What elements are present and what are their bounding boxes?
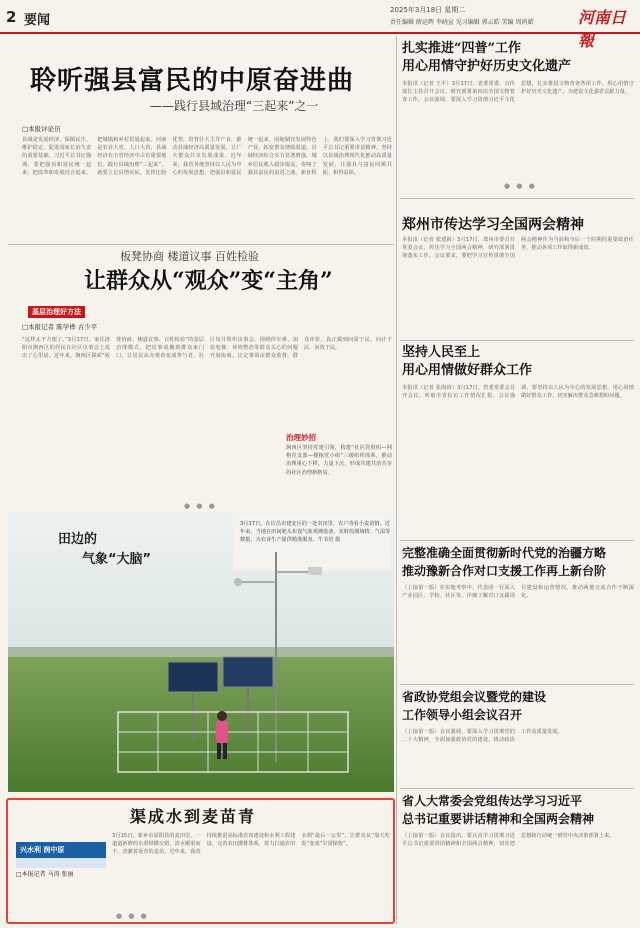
right-divider-4 [400,684,634,685]
right-story3-headline-line1: 坚持人民至上 [402,345,481,360]
editor-credits: 责任编辑 薛运辉 李晓宣 见习编辑 郭云皓 美编 周鸿斌 [390,19,534,26]
right-story5-headline-line2: 工作领导小组会议召开 [402,708,523,722]
right-divider-2 [400,340,634,341]
box-body: 3月15日，新乡市原阳县的麦田里，一道道新修的水渠纵横交错，清水顺渠而下，浇灌着返青的麦苗。近年来，我省持续推进高标准农田建设和水利工程建设，完善农田灌排体系，着力打通农田水利“最后一公里”，让群众从“靠天吃饭”变成“旱涝保收”。 [112,833,390,856]
right-story5-headline[interactable] [402,688,546,724]
right-story1-headline-line2: 用心用情守护好历史文化遗产 [402,59,572,74]
story2-headline[interactable]: 让群众从“观众”变“主角” [84,268,333,294]
right-story4-body: （上接第一版）在实地考察中，代表团一行深入产业园区、学校、社区等，详细了解对口支援项目建设和运营情况，推动两地交流合作不断深化。 [402,585,634,600]
photo-description: 3月17日，在许昌市建安区的一处农田里，农户查看小麦苗情。近年来，当地在田间地头布设气象观测设备，实时监测墒情、气温等数据，为农业生产提供精准服务。牛书培 摄 [240,521,391,543]
story2-body: “这样太不方便了。”3月17日，家住洛阳市涧西区的居民在社区议事会上说出了心里话。近年来，涧西区探索“板凳协商、楼道议事、百姓检验”的基层治理模式，把议事桌搬到群众家门口，让居民从旁观者变成参与者。社区每月组织议事会，围绕停车难、加装电梯、环境整治等群众关心的问题开展协商，议定事项由群众监督、群众评价，真正做到问需于民、问计于民、问效于民。 [22,337,392,360]
right-story2-body: 本报讯（记者 张建新）3月17日，郑州市委召开常委会议，传达学习全国两会精神，研究部署贯彻落实工作。会议要求，要把学习宣传贯彻全国两会精神作为当前和今后一个时期的重要政治任务，推动各项工作取得新成效。 [402,237,634,260]
box-tag: 兴水利 润中原 [16,842,106,858]
section-divider [8,244,394,245]
right-divider-1 [400,198,634,199]
right-story6-headline[interactable] [402,792,594,828]
highlight-body: 涧西区坚持党建引领，构建“社区党组织—网格党支部—楼栋党小组”三级组织体系，推动治理重心下移、力量下沉，形成共建共治共享的社区治理新格局。 [286,445,392,476]
right-story6-body: （上接第一版）会议指出，要认真学习贯彻习近平总书记重要讲话精神和全国两会精神，切实把思想和行动统一到党中央决策部署上来。 [402,833,615,848]
right-story5-body: （上接第一版）会议强调，要深入学习贯彻党的二十大精神，全面加强政协党的建设，推动政协工作高质量发展。 [402,729,563,744]
lead-headline[interactable]: 聆听强县富民的中原奋进曲 [30,66,355,96]
box-byline: □本报记者 马涛 张丽 [16,871,74,878]
page-number: 2 [6,8,17,26]
right-story1-headline-line1: 扎实推进“四普”工作 [402,41,521,56]
right-story6-headline-line1: 省人大常委会党组传达学习习近平 [402,794,583,808]
issue-date: 2025年3月18日 星期二 [390,6,466,14]
story2-tag: 基层治理好方法 [28,306,85,318]
box-carousel-dots[interactable]: ● ● ● [116,912,149,920]
right-story1-body: 本报讯（记者 王平）3月17日，省委常委、宣传部长主持召开会议，研究部署第四次全国文物普查工作。会议强调，要深入学习贯彻习近平文化思想，扎实推进文物普查各项工作，用心用情守护好历史文化遗产，为建设文化强省贡献力量。 [402,81,634,104]
right-story2-headline[interactable]: 郑州市传达学习全国两会精神 [402,217,584,233]
right-story3-headline-line2: 用心用情做好群众工作 [402,363,533,378]
newspaper-logo: 河南日報 [578,8,627,50]
section-name: 要闻 [24,13,51,28]
right-story1-headline[interactable] [402,40,571,76]
box-headline[interactable]: 渠成水到麦苗青 [130,807,257,826]
right-dots-1[interactable]: ● ● ● [504,182,537,190]
lead-subheadline: ——践行县域治理“三起来”之一 [150,99,319,113]
lead-byline: □本报评论员 [22,125,61,133]
right-divider-5 [400,788,634,789]
right-story4-headline[interactable] [402,544,606,580]
highlight-tag: 治理妙招 [286,433,316,442]
box-tag-underlay [16,858,106,868]
story2-byline: □本报记者 陈学桦 古少平 [22,323,98,331]
story2-kicker: 板凳协商 楼道议事 百姓检验 [120,250,259,263]
right-story5-headline-line1: 省政协党组会议暨党的建设 [402,690,547,704]
photo-caption-line1: 田边的 [58,532,98,547]
right-story3-headline[interactable] [402,344,532,380]
photo-caption [58,530,151,570]
photo-caption-line2: 气象“大脑” [82,552,152,567]
carousel-dots[interactable]: ● ● ● [184,502,217,510]
right-divider-3 [400,540,634,541]
right-story4-headline-line2: 推动豫新合作对口支援工作再上新台阶 [402,564,607,578]
right-story4-headline-line1: 完整准确全面贯彻新时代党的治疆方略 [402,546,607,560]
right-story3-body: 本报讯（记者 张海涛）3月17日，省委常委会召开会议，听取全省信访工作情况汇报。会议强调，要坚持以人民为中心的发展思想，用心用情做好群众工作，切实解决群众急难愁盼问题。 [402,385,634,400]
column-divider [396,36,397,924]
lead-body: 县域是发展经济、保障民生、维护稳定、促进国家长治久安的重要基础。习近平总书记强调，要把强县和富民统一起来，把改革和发展结合起来，把城镇和乡村贯通起来。河南是农业大省、人口大省，县域经济在全省经济中占有重要地位。践行县域治理“三起来”，就要立足县情实际，发挥比较优势，培育壮大主导产业，推动县域经济高质量发展，让广大群众共享发展成果。近年来，我省各地坚持以人民为中心的发展思想，把强县和富民统一起来，因地制宜发展特色产业，拓宽群众增收渠道，县域经济综合实力显著增强，城乡居民收入稳步提高，奏响了强县富民的奋进之曲。新征程上，我们要深入学习贯彻习近平总书记重要讲话精神，坚持以县域治理现代化推动高质量发展，让强县与富民同频共振、相得益彰。 [22,137,392,176]
right-story6-headline-line2: 总书记重要讲话精神和全国两会精神 [402,812,595,826]
